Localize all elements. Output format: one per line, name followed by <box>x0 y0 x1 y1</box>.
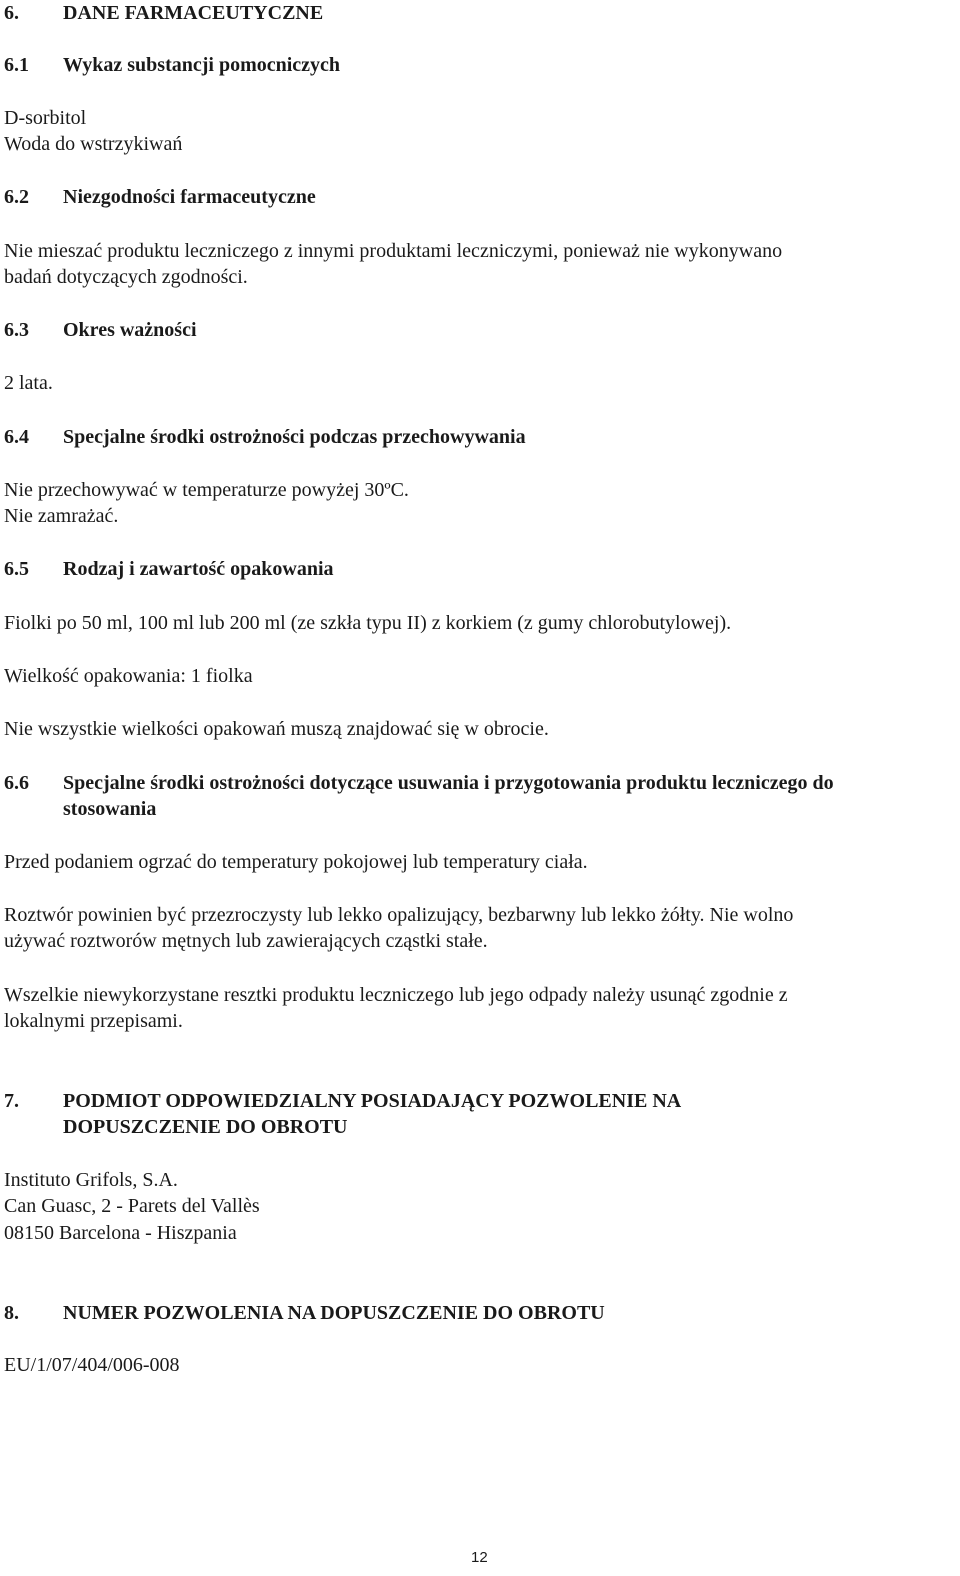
paragraph-line: Nie zamrażać. <box>4 505 119 527</box>
section-title-continued: stosowania <box>63 798 157 820</box>
paragraph-line: 2 lata. <box>4 372 53 394</box>
paragraph: Przed podaniem ogrzać do temperatury pokojowej lub temperatury ciała. <box>4 851 588 873</box>
heading-section-7 <box>4 1088 681 1114</box>
paragraph-line: używać roztworów mętnych lub zawierających cząstki stałe. <box>4 930 488 952</box>
heading-section-8 <box>4 1300 605 1326</box>
heading-section-6 <box>4 0 323 26</box>
section-title: Okres ważności <box>63 319 197 341</box>
page-number: 12 <box>471 1549 488 1566</box>
section-title: NUMER POZWOLENIA NA DOPUSZCZENIE DO OBROTU <box>63 1302 605 1324</box>
heading-section-6-5 <box>4 556 334 582</box>
section-number: 7. <box>4 1090 19 1112</box>
heading-section-6-1 <box>4 52 340 78</box>
section-title-continued: DOPUSZCZENIE DO OBROTU <box>63 1116 348 1138</box>
section-title: Rodzaj i zawartość opakowania <box>63 558 334 580</box>
paragraph-line: Nie przechowywać w temperaturze powyżej 30ºC. <box>4 479 409 501</box>
section-title: Specjalne środki ostrożności dotyczące usuwania i przygotowania produktu leczniczego do <box>63 772 834 794</box>
section-number: 6.3 <box>4 319 29 341</box>
excipient-line: D-sorbitol <box>4 107 87 129</box>
heading-section-6-4 <box>4 424 526 450</box>
heading-section-6-6 <box>4 770 834 796</box>
address-line: 08150 Barcelona - Hiszpania <box>4 1222 237 1244</box>
excipient-line: Woda do wstrzykiwań <box>4 133 183 155</box>
paragraph: Fiolki po 50 ml, 100 ml lub 200 ml (ze szkła typu II) z korkiem (z gumy chlorobutylowej). <box>4 612 732 634</box>
paragraph-line: Nie mieszać produktu leczniczego z innymi produktami leczniczymi, ponieważ nie wykonywano <box>4 240 783 262</box>
section-title: Specjalne środki ostrożności podczas przechowywania <box>63 426 526 448</box>
section-number: 6.2 <box>4 186 29 208</box>
heading-section-6-2 <box>4 184 316 210</box>
address-line: Can Guasc, 2 - Parets del Vallès <box>4 1195 260 1217</box>
section-title: PODMIOT ODPOWIEDZIALNY POSIADAJĄCY POZWOLENIE NA <box>63 1090 682 1112</box>
section-number: 8. <box>4 1302 19 1324</box>
section-title: Niezgodności farmaceutyczne <box>63 186 316 208</box>
section-number: 6. <box>4 2 19 24</box>
section-number: 6.1 <box>4 54 29 76</box>
section-title: Wykaz substancji pomocniczych <box>63 54 341 76</box>
paragraph-line: lokalnymi przepisami. <box>4 1010 183 1032</box>
heading-section-6-3 <box>4 317 197 343</box>
section-number: 6.6 <box>4 772 29 794</box>
address-line: Instituto Grifols, S.A. <box>4 1169 178 1191</box>
paragraph: Wielkość opakowania: 1 fiolka <box>4 665 253 687</box>
paragraph-line: badań dotyczących zgodności. <box>4 266 248 288</box>
section-number: 6.5 <box>4 558 29 580</box>
paragraph-line: Wszelkie niewykorzystane resztki produktu leczniczego lub jego odpady należy usunąć zgodnie z <box>4 984 788 1006</box>
section-number: 6.4 <box>4 426 29 448</box>
authorisation-number: EU/1/07/404/006-008 <box>4 1354 180 1376</box>
section-title: DANE FARMACEUTYCZNE <box>63 2 324 24</box>
paragraph: Nie wszystkie wielkości opakowań muszą znajdować się w obrocie. <box>4 718 549 740</box>
paragraph-line: Roztwór powinien być przezroczysty lub lekko opalizujący, bezbarwny lub lekko żółty. Nie wolno <box>4 904 794 926</box>
